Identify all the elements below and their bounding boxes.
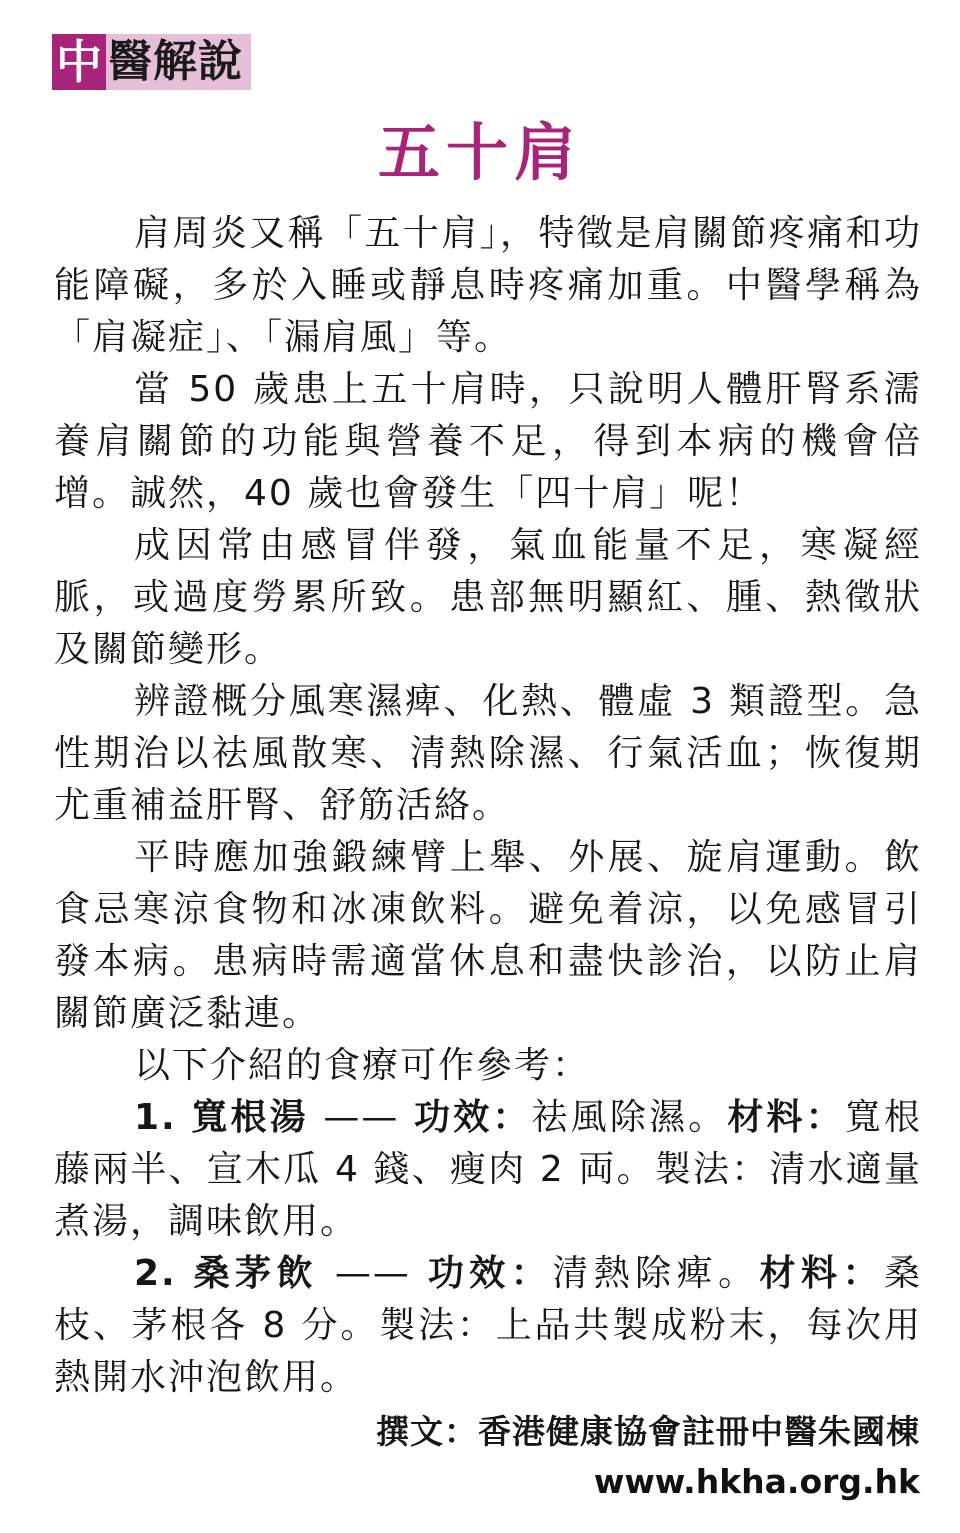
column-header-box: 中 [52, 34, 106, 90]
effect-label: 功效： [427, 1253, 553, 1294]
paragraph: 成因常由感冒伴發，氣血能量不足，寒凝經脈，或過度勞累所致。患部無明顯紅、腫、熱徵狀及關節變形。 [54, 525, 922, 670]
effect-text: 祛風除濕。 [531, 1097, 728, 1138]
recipe-number: 1. [134, 1097, 177, 1138]
material-label: 材料： [759, 1253, 884, 1294]
recipe-name: 桑茅飲 [193, 1253, 319, 1294]
recipe-dash: —— [318, 1253, 428, 1294]
material-label: 材料： [727, 1097, 845, 1138]
recipe-number: 2. [134, 1253, 177, 1294]
paragraph: 辨證概分風寒濕痺、化熱、體虛 3 類證型。急性期治以祛風散寒、清熱除濕、行氣活血；恢復期尤重補益肝腎、舒筋活絡。 [54, 681, 922, 826]
article-body [54, 208, 922, 1404]
column-header [52, 34, 251, 90]
material-text: 桑枝、茅根各 8 分。製法：上品共製成粉末，每次用熱開水沖泡飲用。 [54, 1253, 922, 1398]
material-text: 寬根藤兩半、宣木瓜 4 錢、瘦肉 2 両。製法：清水適量煮湯，調味飲用。 [54, 1097, 922, 1242]
effect-text: 清熱除痺。 [552, 1253, 760, 1294]
column-header-text: 醫解說 [108, 36, 243, 87]
website-link[interactable]: www.hkha.org.hk [593, 1462, 920, 1501]
paragraph: 當 50 歲患上五十肩時，只說明人體肝腎系濡養肩關節的功能與營養不足，得到本病的機會倍增。誠然，40 歲也會發生「四十肩」呢！ [54, 369, 922, 514]
recipe-item [54, 1092, 922, 1248]
paragraph: 肩周炎又稱「五十肩」，特徵是肩關節疼痛和功能障礙，多於入睡或靜息時疼痛加重。中醫學稱為「肩凝症」、「漏肩風」等。 [54, 213, 922, 358]
paragraph: 平時應加強鍛練臂上舉、外展、旋肩運動。飲食忌寒涼食物和冰凍飲料。避免着涼，以免感冒引發本病。患病時需適當休息和盡快診治，以防止肩關節廣泛黏連。 [54, 837, 922, 1034]
recipe-name: 寬根湯 [191, 1097, 309, 1138]
article-title: 五十肩 [377, 116, 582, 189]
effect-label: 功效： [414, 1097, 532, 1138]
recipe-item [54, 1248, 922, 1404]
paragraph: 以下介紹的食療可作參考： [134, 1045, 591, 1086]
author-credit: 撰文：香港健康協會註冊中醫朱國棟 [376, 1412, 920, 1451]
recipe-dash: —— [308, 1097, 415, 1138]
